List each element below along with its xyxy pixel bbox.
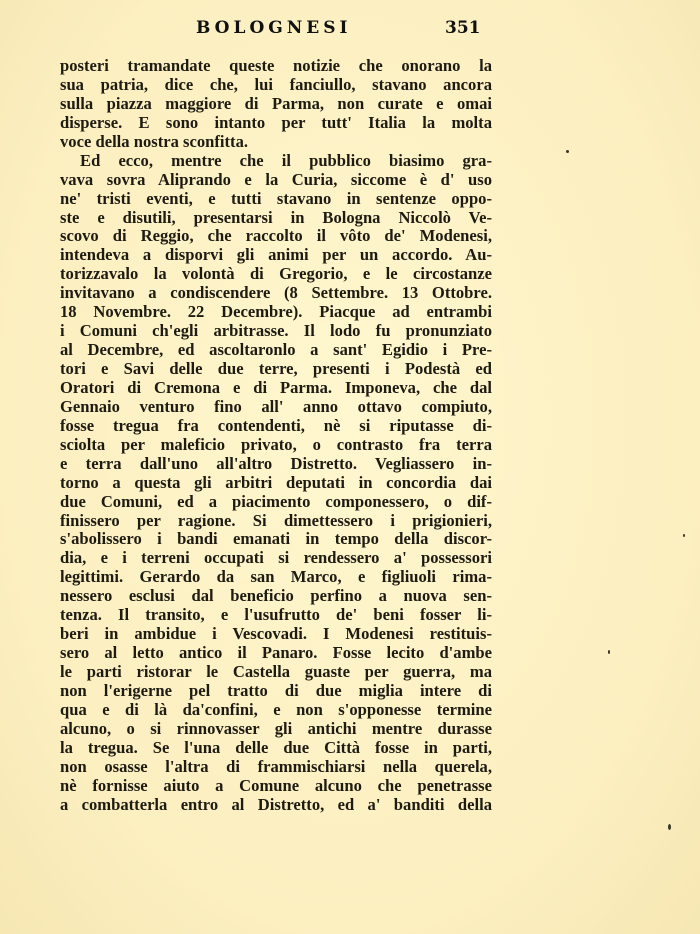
text-line: le parti ristorar le Castella guaste per guerra, ma (60, 662, 492, 681)
text-line: invitavano a condiscendere (8 Settembre. 13 Ottobre. (60, 283, 492, 303)
running-head: BOLOGNESI (196, 18, 352, 38)
text-line: sua patria, dice che, lui fanciullo, stavano ancora (60, 74, 492, 94)
text-line: sciolta per maleficio privato, o contrasto fra terra (60, 434, 492, 454)
text-line: nessero esclusi dal beneficio perfino a nuova sen- (60, 586, 492, 606)
paper-speck (608, 650, 610, 654)
text-line: ne' tristi eventi, e tutti stavano in sentenze oppo- (60, 188, 492, 208)
text-line: dia, e i terreni occupati si rendessero a' possessori (60, 548, 492, 568)
text-line: alcuno, o si rinnovasser gli antichi mentre durasse (60, 718, 492, 738)
text-line: e terra dall'uno all'altro Distretto. Vegliassero in- (60, 453, 492, 473)
text-line: i Comuni ch'egli arbitrasse. Il lodo fu pronunziato (60, 321, 492, 341)
paper-speck (683, 534, 685, 537)
text-line: vava sovra Aliprando e la Curia, siccome è d' uso (60, 169, 492, 189)
text-line: torizzavalo la volontà di Gregorio, e le circostanze (60, 264, 492, 284)
text-line: a combatterla entro al Distretto, ed a' banditi della (60, 794, 492, 814)
text-line: sulla piazza maggiore di Parma, non curate e omai (60, 93, 492, 113)
text-line: ste e disutili, presentarsi in Bologna Niccolò Ve- (60, 207, 492, 227)
page-header (0, 18, 700, 44)
text-line: torno a questa gli arbitri deputati in concordia dai (60, 472, 492, 492)
text-line: Oratori di Cremona e di Parma. Imponeva, che dal (60, 377, 492, 397)
text-line: nè fornisse aiuto a Comune alcuno che penetrasse (60, 775, 492, 795)
text-line: fosse tregua fra contendenti, nè si riputasse di- (60, 415, 492, 435)
text-line: la tregua. Se l'una delle due Città fosse in parti, (60, 737, 492, 757)
text-line: tori e Savi delle due terre, presenti i Podestà ed (60, 359, 492, 378)
text-line: beri in ambidue i Vescovadi. I Modenesi restituis- (60, 624, 492, 644)
text-line: posteri tramandate queste notizie che onorano la (60, 56, 492, 75)
text-line: scovo di Reggio, che raccolto il vôto de' Modenesi, (60, 226, 492, 246)
paper-speck (566, 150, 569, 153)
text-line: qua e di là da'confini, e non s'opponesse termine (60, 699, 492, 719)
paper-speck (668, 824, 671, 830)
text-line: finissero per ragione. Si dimettessero i prigionieri, (60, 510, 492, 530)
text-line: tenza. Il transito, e l'usufrutto de' beni fosser li- (60, 605, 492, 625)
body-text (60, 57, 492, 815)
text-line: Gennaio venturo fino all' anno ottavo compiuto, (60, 396, 492, 416)
text-line: voce della nostra sconfitta. (60, 131, 249, 151)
text-line: non osasse l'altra di frammischiarsi nella querela, (60, 756, 492, 776)
text-line: sero al letto antico il Panaro. Fosse lecito d'ambe (60, 643, 492, 663)
text-line: 18 Novembre. 22 Decembre). Piacque ad entrambi (60, 302, 492, 322)
text-line: s'abolissero i bandi emanati in tempo della discor- (60, 529, 492, 549)
text-line: Ed ecco, mentre che il pubblico biasimo gra- (80, 150, 492, 170)
page-number: 351 (445, 18, 481, 38)
text-line: al Decembre, ed ascoltaronlo a sant' Egidio i Pre- (60, 340, 492, 360)
text-line: due Comuni, ed a piacimento componessero, o dif- (60, 491, 492, 511)
text-line: legittimi. Gerardo da san Marco, e figliuoli rima- (60, 567, 492, 587)
text-line: non l'erigerne pel tratto di due miglia intere di (60, 680, 492, 700)
text-line: disperse. E sono intanto per tutt' Italia la molta (60, 112, 492, 132)
text-line: intendeva a disporvi gli animi per un accordo. Au- (60, 245, 492, 265)
